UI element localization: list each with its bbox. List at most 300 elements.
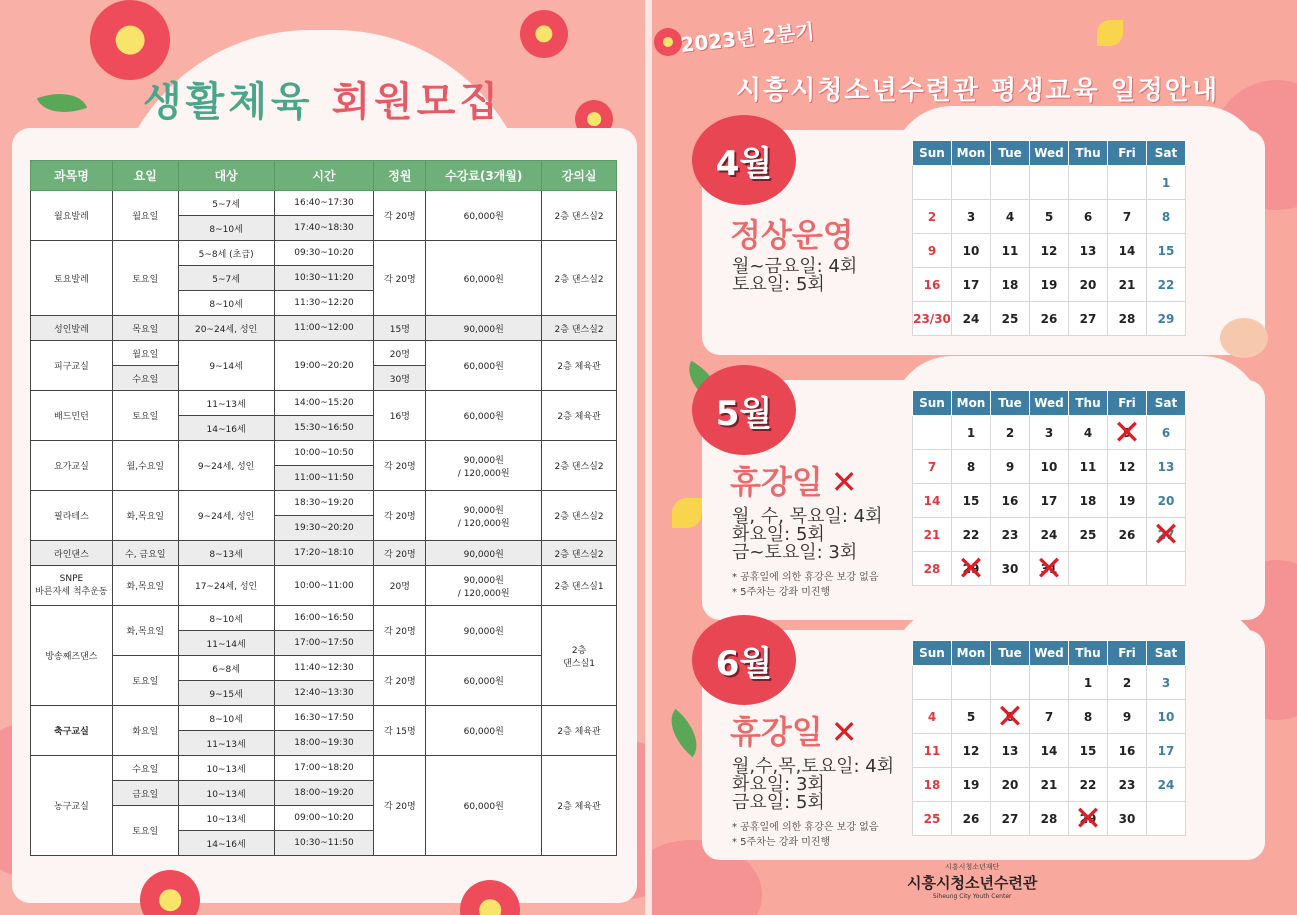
fee-line: / 120,000원 [457,468,510,479]
calendar-day: 2 [991,416,1030,450]
calendar-day: 9 [913,234,952,268]
fee-cell: 60,000원 [426,706,542,756]
time-cell: 10:30~11:20 [274,266,374,291]
day-cell: 금요일 [112,781,178,806]
time-cell: 10:00~11:00 [274,566,374,606]
calendar-day: 16 [1108,734,1147,768]
table-row [31,391,617,416]
capacity-cell: 30명 [374,366,426,391]
flower-decoration [520,10,568,58]
weekday-header: Mon [952,391,991,416]
calendar-day: 4 [991,200,1030,234]
calendar-day: 1 [952,416,991,450]
calendar-day [1108,552,1147,586]
calendar-day: 6 [1147,416,1186,450]
notes [732,820,878,850]
capacity-cell: 각 20명 [374,441,426,491]
calendar-day: 17 [1147,734,1186,768]
target-cell: 14~16세 [178,831,274,856]
target-cell: 11~13세 [178,731,274,756]
calendar-day [1030,166,1069,200]
weekday-header: Thu [1069,641,1108,666]
room-cell: 2층 댄스실2 [542,441,617,491]
capacity-cell: 각 15명 [374,706,426,756]
day-cell: 월요일 [112,341,178,366]
logo-text: 시흥시청소년수련관 [907,874,1038,892]
time-cell: 09:30~10:20 [274,241,374,266]
day-cell: 화,목요일 [112,491,178,541]
capacity-cell: 각 20명 [374,756,426,856]
course-name: 라인댄스 [31,541,113,566]
weekday-header: Sat [1147,641,1186,666]
calendar-day: 21 [913,518,952,552]
calendar-day: 13 [991,734,1030,768]
weekday-header: Sat [1147,391,1186,416]
capacity-cell: 각 20명 [374,191,426,241]
time-cell: 17:00~18:20 [274,756,374,781]
room-cell: 2층 체육관 [542,756,617,856]
calendar-day: 29 ✕ [1069,802,1108,836]
calendar-day: 15 [1147,234,1186,268]
calendar-day: 9 [1108,700,1147,734]
day-cell: 토요일 [112,656,178,706]
calendar-day: 16 [913,268,952,302]
weekday-header: Fri [1108,641,1147,666]
col-header: 대상 [178,161,274,191]
month-calendar [912,390,1186,586]
calendar-day: 19 [1108,484,1147,518]
time-cell: 15:30~16:50 [274,416,374,441]
month-badge: 5월 [692,365,796,455]
capacity-cell: 각 20명 [374,241,426,316]
calendar-week [913,450,1186,484]
fee-cell: 60,000원 [426,756,542,856]
calendar-day: 25 [991,302,1030,336]
time-cell: 18:00~19:20 [274,781,374,806]
target-cell: 8~13세 [178,541,274,566]
calendar-day [1030,666,1069,700]
month-calendar [912,640,1186,836]
target-cell: 9~24세, 성인 [178,441,274,491]
calendar-day: 8 [1069,700,1108,734]
angel-icon [1220,318,1268,358]
target-cell: 11~14세 [178,631,274,656]
capacity-cell: 15명 [374,316,426,341]
target-cell: 8~10세 [178,606,274,631]
calendar-day: 23/30 [913,302,952,336]
calendar-day [991,666,1030,700]
fee-cell [426,441,542,491]
day-cell: 토요일 [112,806,178,856]
calendar-day: 21 [1030,768,1069,802]
calendar-day: 18 [991,268,1030,302]
calendar-day [1108,166,1147,200]
fee-cell: 60,000원 [426,656,542,706]
day-cell: 수요일 [112,366,178,391]
course-name: 농구교실 [31,756,113,856]
col-header: 강의실 [542,161,617,191]
fee-cell: 90,000원 [426,606,542,656]
course-name: 월요발레 [31,191,113,241]
calendar-day: 11 [913,734,952,768]
room-cell: 2층 댄스실1 [542,566,617,606]
calendar-week [913,416,1186,450]
time-cell: 09:00~10:20 [274,806,374,831]
calendar-week [913,268,1186,302]
capacity-cell: 각 20명 [374,606,426,656]
calendar-day: 29 [1147,302,1186,336]
calendar-day: 5 [1030,200,1069,234]
day-cell: 목요일 [112,316,178,341]
calendar-day: 21 [1108,268,1147,302]
weekday-header: Mon [952,141,991,166]
month-badge: 4월 [692,115,796,205]
calendar-day: 25 [913,802,952,836]
calendar-day: 25 [1069,518,1108,552]
target-cell: 5~7세 [178,266,274,291]
room-cell [542,606,617,706]
time-cell: 17:00~17:50 [274,631,374,656]
fee-cell: 90,000원 [426,316,542,341]
fee-line: 90,000원 [463,575,504,586]
butterfly-icon [672,498,702,528]
quarter-label: 2023년 2분기 [679,19,816,57]
calendar-day: 30 [1108,802,1147,836]
course-name: 배드민턴 [31,391,113,441]
calendar-day: 5 ✕ [1108,416,1147,450]
room-cell: 2층 체육관 [542,706,617,756]
weekday-header: Fri [1108,391,1147,416]
day-cell: 화요일 [112,706,178,756]
calendar-day: 10 [952,234,991,268]
calendar-day: 24 [952,302,991,336]
detail-line: 화요일: 3회 [732,774,825,795]
calendar-day: 7 [913,450,952,484]
flower-decoration [90,0,170,80]
calendar-day: 14 [1108,234,1147,268]
detail-line: 금요일: 5회 [732,792,825,813]
time-cell: 16:30~17:50 [274,706,374,731]
table-row [31,191,617,216]
time-cell: 11:40~12:30 [274,656,374,681]
logo [907,862,1037,900]
weekday-header: Sun [913,641,952,666]
calendar-day: 23 [991,518,1030,552]
target-cell: 9~14세 [178,341,274,391]
calendar-day: 6 ✕ [991,700,1030,734]
calendar-week [913,234,1186,268]
day-cell: 월요일 [112,191,178,241]
calendar-day: 20 [1069,268,1108,302]
time-cell: 16:00~16:50 [274,606,374,631]
calendar-day: 2 [913,200,952,234]
flower-decoration [654,28,682,56]
room-cell: 2층 댄스실2 [542,241,617,316]
detail-line: 화요일: 5회 [732,524,825,545]
course-line: 바른자세 척추운동 [35,587,108,597]
title-green: 생활체육 [142,79,314,125]
capacity-cell: 16명 [374,391,426,441]
calendar-day: 18 [1069,484,1108,518]
calendar-day: 22 [952,518,991,552]
capacity-cell: 20명 [374,341,426,366]
target-cell: 5~7세 [178,191,274,216]
note-line: * 5주차는 강좌 미진행 [732,587,831,598]
table-row [31,566,617,606]
detail-line: 월, 수, 목요일: 4회 [732,506,883,527]
target-cell: 14~16세 [178,416,274,441]
weekday-header: Tue [991,141,1030,166]
calendar-day: 10 [1147,700,1186,734]
calendar-week [913,302,1186,336]
weekday-header: Mon [952,641,991,666]
table-row [31,316,617,341]
calendar-day: 19 [1030,268,1069,302]
day-cell: 수, 금요일 [112,541,178,566]
fee-cell: 60,000원 [426,191,542,241]
calendar-day: 24 [1030,518,1069,552]
day-cell: 화,목요일 [112,566,178,606]
title-red: 회원모집 [331,79,503,125]
time-cell: 10:30~11:50 [274,831,374,856]
calendar-day: 20 [1147,484,1186,518]
calendar-day: 26 [1030,302,1069,336]
calendar-day: 14 [913,484,952,518]
room-cell: 2층 체육관 [542,391,617,441]
course-name: 토요발레 [31,241,113,316]
calendar-day: 13 [1069,234,1108,268]
course-line: SNPE [59,574,84,584]
course-name: 축구교실 [31,706,113,756]
calendar-title: 시흥시청소년수련관 평생교육 일정안내 [736,76,1220,106]
room-cell: 2층 댄스실2 [542,541,617,566]
closed-x-icon: ✕ [830,713,858,751]
status-label [730,210,862,256]
calendar-day: 11 [991,234,1030,268]
logo-small-text: 시흥시청소년재단 [945,863,1000,871]
detail-line: 월,수,목,토요일: 4회 [732,756,895,777]
calendar-day: 27 [1069,302,1108,336]
course-name: 요가교실 [31,441,113,491]
notes [732,570,878,600]
calendar-week [913,518,1186,552]
detail-line: 월~금요일: 4회 [732,256,858,277]
calendar-day: 18 [913,768,952,802]
col-header: 과목명 [31,161,113,191]
time-cell: 18:30~19:20 [274,491,374,516]
note-line: * 공휴일에 의한 휴강은 보강 없음 [732,572,879,583]
calendar-day [1069,166,1108,200]
weekday-header: Tue [991,641,1030,666]
time-cell: 10:00~10:50 [274,441,374,466]
calendar-week [913,552,1186,586]
calendar-day: 28 [1108,302,1147,336]
note-line: * 공휴일에 의한 휴강은 보강 없음 [732,822,879,833]
calendar-day: 5 [952,700,991,734]
weekday-header: Thu [1069,141,1108,166]
calendar-day: 16 [991,484,1030,518]
time-cell: 18:00~19:30 [274,731,374,756]
day-cell: 화,목요일 [112,606,178,656]
table-row [31,491,617,516]
time-cell: 12:40~13:30 [274,681,374,706]
target-cell: 8~10세 [178,706,274,731]
month-calendar [912,140,1186,336]
calendar-day: 28 [913,552,952,586]
status-label [730,707,858,753]
calendar-week [913,200,1186,234]
calendar-day: 24 [1147,768,1186,802]
calendar-day: 2 [1108,666,1147,700]
table-row [31,441,617,466]
calendar-day [1147,552,1186,586]
col-header: 수강료(3개월) [426,161,542,191]
target-cell: 9~24세, 성인 [178,491,274,541]
fee-cell: 60,000원 [426,241,542,316]
calendar-day: 22 [1147,268,1186,302]
calendar-day: 26 [952,802,991,836]
calendar-day: 13 [1147,450,1186,484]
day-cell: 토요일 [112,241,178,316]
calendar-day: 27 [991,802,1030,836]
fee-line: 90,000원 [463,455,504,466]
time-cell: 19:00~20:20 [274,341,374,391]
col-header: 정원 [374,161,426,191]
time-cell: 14:00~15:20 [274,391,374,416]
room-cell: 2층 체육관 [542,341,617,391]
weekday-header: Wed [1030,641,1069,666]
time-cell: 17:40~18:30 [274,216,374,241]
calendar-day [913,666,952,700]
fee-cell [426,566,542,606]
calendar-day: 12 [952,734,991,768]
target-cell: 8~10세 [178,291,274,316]
calendar-day: 3 [1147,666,1186,700]
time-cell: 17:20~18:10 [274,541,374,566]
calendar-day: 17 [1030,484,1069,518]
calendar-day [913,166,952,200]
calendar-day: 7 [1030,700,1069,734]
note-line: * 5주차는 강좌 미진행 [732,837,831,848]
day-cell: 수요일 [112,756,178,781]
capacity-cell: 각 20명 [374,491,426,541]
course-name [31,566,113,606]
calendar-week [913,166,1186,200]
calendar-week [913,802,1186,836]
calendar-week [913,768,1186,802]
fee-line: / 120,000원 [457,518,510,529]
time-cell: 11:00~11:50 [274,466,374,491]
calendar-week [913,666,1186,700]
page-title [0,70,645,127]
weekday-header: Wed [1030,141,1069,166]
calendar-day [913,416,952,450]
calendar-day: 26 [1108,518,1147,552]
col-header: 시간 [274,161,374,191]
calendar-day: 8 [1147,200,1186,234]
fee-cell [426,491,542,541]
closed-x-icon: ✕ [830,463,858,501]
capacity-cell: 각 20명 [374,656,426,706]
calendar-day [952,166,991,200]
calendar-day: 8 [952,450,991,484]
butterfly-icon [1097,20,1123,46]
calendar-day: 4 [913,700,952,734]
target-cell: 20~24세, 성인 [178,316,274,341]
course-name: 필라테스 [31,491,113,541]
status-text: 정상운영 [730,216,854,254]
detail-line: 토요일: 5회 [732,274,825,295]
calendar-day: 30 [991,552,1030,586]
calendar-day [1147,802,1186,836]
capacity-cell: 20명 [374,566,426,606]
table-row [31,706,617,731]
session-details [732,508,882,562]
status-label [730,457,858,503]
calendar-day [1069,552,1108,586]
time-cell: 16:40~17:30 [274,191,374,216]
course-name: 피구교실 [31,341,113,391]
target-cell: 5~8세 (초급) [178,241,274,266]
class-schedule-table [30,160,617,856]
target-cell: 17~24세, 성인 [178,566,274,606]
calendar-day: 19 [952,768,991,802]
room-line: 2층 [571,645,587,656]
calendar-day: 9 [991,450,1030,484]
table-row [31,756,617,781]
time-cell: 11:30~12:20 [274,291,374,316]
col-header: 요일 [112,161,178,191]
detail-line: 금~토요일: 3회 [732,542,858,563]
target-cell: 10~13세 [178,781,274,806]
calendar-day: 1 [1147,166,1186,200]
fee-line: 90,000원 [463,505,504,516]
calendar-day: 22 [1069,768,1108,802]
table-row [31,656,617,681]
calendar-day: 28 [1030,802,1069,836]
target-cell: 10~13세 [178,756,274,781]
calendar-day: 20 [991,768,1030,802]
weekday-header: Sun [913,391,952,416]
target-cell: 8~10세 [178,216,274,241]
target-cell: 9~15세 [178,681,274,706]
weekday-header: Fri [1108,141,1147,166]
calendar-day: 15 [952,484,991,518]
calendar-day: 12 [1108,450,1147,484]
room-cell: 2층 댄스실2 [542,316,617,341]
room-cell: 2층 댄스실2 [542,191,617,241]
calendar-day: 7 [1108,200,1147,234]
session-details [732,258,857,294]
calendar-week [913,700,1186,734]
calendar-day: 1 [1069,666,1108,700]
calendar-day: 11 [1069,450,1108,484]
target-cell: 6~8세 [178,656,274,681]
day-cell: 월,수요일 [112,441,178,491]
weekday-header: Tue [991,391,1030,416]
calendar-day: 12 [1030,234,1069,268]
calendar-week [913,484,1186,518]
capacity-cell: 각 20명 [374,541,426,566]
fee-cell: 90,000원 [426,541,542,566]
session-details [732,758,894,812]
weekday-header: Thu [1069,391,1108,416]
day-cell: 토요일 [112,391,178,441]
course-name: 성인발레 [31,316,113,341]
page-divider [645,0,652,915]
calendar-day: 14 [1030,734,1069,768]
table-row [31,606,617,631]
